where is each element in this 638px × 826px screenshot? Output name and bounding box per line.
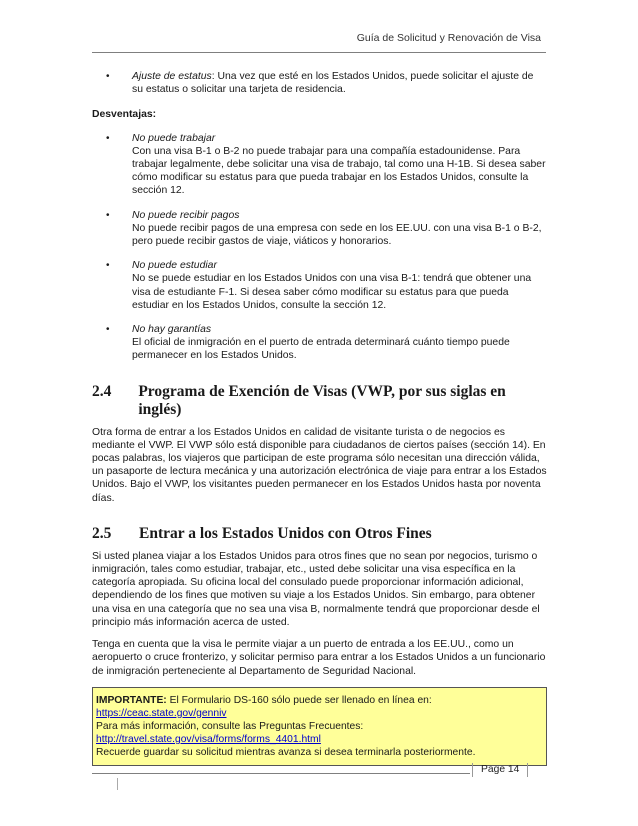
- ceac-link[interactable]: https://ceac.state.gov/genniv: [96, 707, 227, 719]
- bullet-title: No puede estudiar: [132, 260, 217, 272]
- bullet-no-trabajar: [92, 132, 547, 198]
- bullet-no-estudiar: [92, 259, 547, 312]
- bullet-dot-icon: •: [106, 324, 110, 336]
- bullet-text: Con una visa B-1 o B-2 no puede trabajar para una compañía estadounidense. Para trabajar legalmente, debe solicitar una visa de trabajo, tal como una H-1B. Si desea saber cómo modificar su estatus para que pueda trabajar en los Estados Unidos, consulte la sección 12.: [132, 145, 546, 197]
- running-header: Guía de Solicitud y Renovación de Visa: [356, 32, 541, 44]
- page-number: Page 14: [472, 763, 528, 777]
- footer-rule: [92, 773, 470, 774]
- bullet-no-garantias: [92, 323, 547, 363]
- bullet-dot-icon: •: [106, 209, 110, 221]
- section-2-5-paragraph-2: Tenga en cuenta que la visa le permite viajar a un puerto de entrada a los EE.UU., como un aeropuerto o cruce fronterizo, y solicitar permiso para entrar a los Estados Unidos a un funcionario de inmigración perteneciente al Departamento de Seguridad Nacional.: [92, 639, 546, 677]
- section-number: 2.4: [92, 382, 112, 400]
- bullet-text: El oficial de inmigración en el puerto de entrada determinará cuánto tiempo puede permanecer en los Estados Unidos.: [132, 337, 510, 362]
- section-number: 2.5: [92, 524, 112, 542]
- section-2-4-paragraph: Otra forma de entrar a los Estados Unidos en calidad de visitante turista o de negocios es mediante el VWP. El VWP sólo está disponible para ciudadanos de ciertos países (sección 14). En pocas palabras, los viajeros que participan de este programa sólo necesitan una dirección válida, un pasaporte de lectura mecánica y una autorización electrónica de viaje para entrar a los Estados Unidos. Bajo el VWP, los visitantes pueden permanecer en los Estados Unidos hasta por noventa días.: [92, 426, 547, 504]
- section-heading-2-5: [92, 525, 547, 543]
- important-line-3: Recuerde guardar su solicitud mientras avanza si desea terminarla posteriormente.: [96, 747, 476, 759]
- bullet-no-pagos: [92, 209, 547, 249]
- travel-state-link[interactable]: http://travel.state.gov/visa/forms/forms_4401.html: [96, 733, 321, 745]
- important-label: IMPORTANTE:: [96, 694, 167, 706]
- page-content: [92, 70, 547, 766]
- disadvantages-heading: Desventajas:: [92, 109, 157, 121]
- important-line-2: Para más información, consulte las Preguntas Frecuentes:: [96, 720, 364, 732]
- bullet-ajuste-estatus: [92, 70, 547, 96]
- bullet-text: No puede recibir pagos de una empresa con sede en los EE.UU. con una visa B-1 o B-2, pero puede recibir gastos de viaje, viáticos y honorarios.: [132, 222, 542, 248]
- important-line-1: El Formulario DS-160 sólo puede ser llenado en línea en:: [166, 694, 432, 706]
- bullet-title: No puede recibir pagos: [132, 209, 240, 221]
- footer-tick-mark: [117, 778, 118, 790]
- bullet-title: No hay garantías: [132, 324, 212, 336]
- bullet-dot-icon: •: [106, 260, 110, 272]
- section-2-5-paragraph-1: Si usted planea viajar a los Estados Unidos para otros fines que no sean por negocios, turismo o inmigración, tales como estudiar, trabajar, etc., usted debe solicitar una visa específica en la categoría apropiada. Su oficina local del consulado puede proporcionar información adicional, dependiendo de los fines que motiven su viaje a los Estados Unidos. Sin embargo, para obtener una visa en una categoría que no sea una visa B, normalmente tendrá que proporcionar desde el principio más información acerca de usted.: [92, 550, 540, 628]
- bullet-text: : Una vez que esté en los Estados Unidos, puede solicitar el ajuste de su estatus o solicitar una tarjeta de residencia.: [132, 71, 534, 96]
- section-title: Programa de Exención de Visas (VWP, por sus siglas en inglés): [138, 382, 506, 418]
- bullet-title: No puede trabajar: [132, 132, 216, 144]
- section-heading-2-4: [92, 383, 547, 419]
- bullet-text: No se puede estudiar en los Estados Unidos con una visa B-1: tendrá que obtener una visa de estudiante F-1. Si desea saber cómo modificar su estatus para que pueda estudiar en los Estados Unidos, consulte la sección 12.: [132, 273, 532, 311]
- important-notice-box: [92, 687, 547, 766]
- bullet-dot-icon: •: [106, 132, 110, 144]
- header-rule: [92, 52, 546, 53]
- section-title: Entrar a los Estados Unidos con Otros Fines: [139, 524, 432, 542]
- bullet-title: Ajuste de estatus: [132, 71, 212, 82]
- bullet-dot-icon: •: [106, 71, 110, 82]
